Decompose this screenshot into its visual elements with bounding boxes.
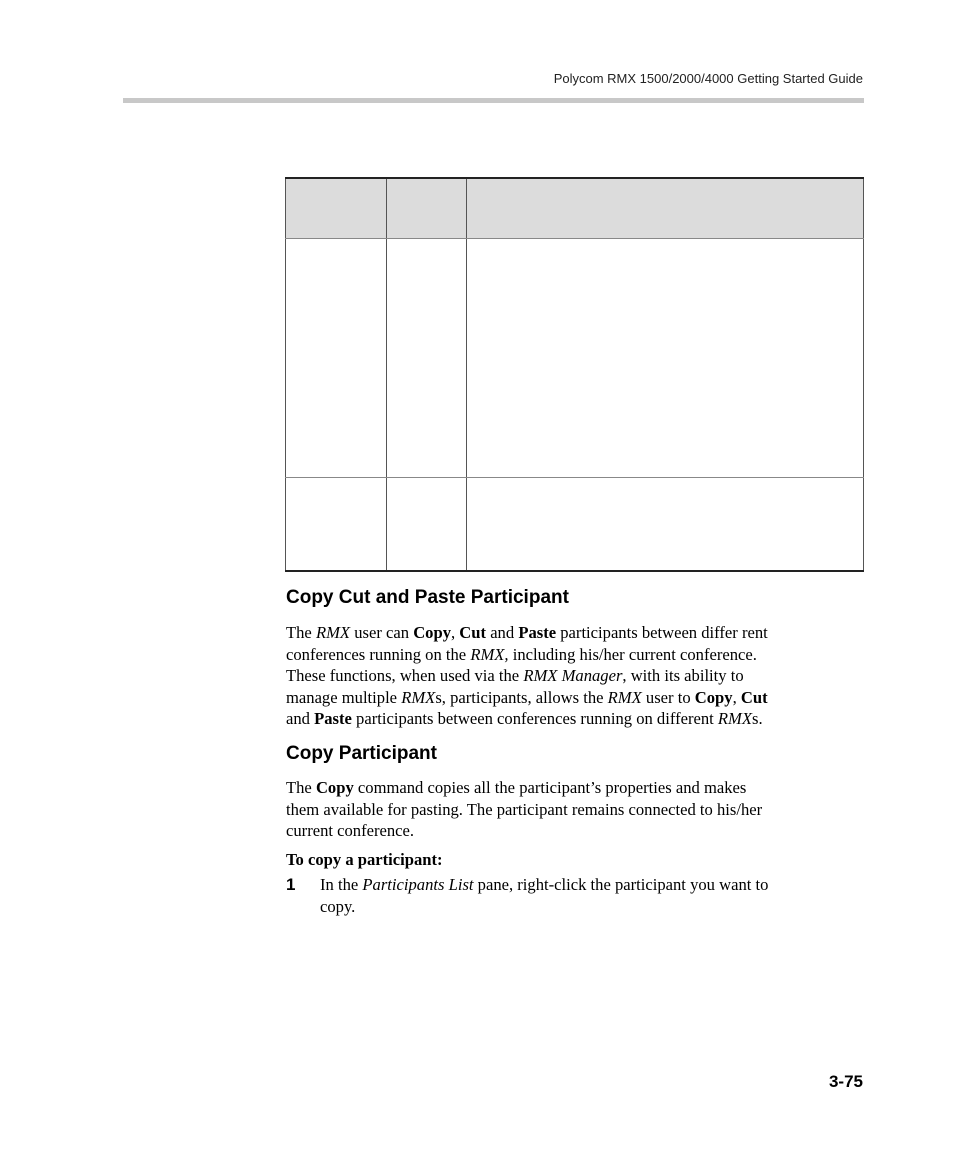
table-row (286, 239, 864, 478)
page-number: 3-75 (828, 1072, 863, 1091)
table-cell (286, 239, 387, 478)
table-cell (387, 478, 467, 572)
running-header: Polycom RMX 1500/2000/4000 Getting Started Guide (553, 71, 863, 86)
table-header-cell (467, 178, 864, 239)
table-row (286, 478, 864, 572)
table-cell (467, 478, 864, 572)
step-text: In the Participants List pane, right-click the participant you want to copy. (320, 875, 769, 916)
table-header-row (286, 178, 864, 239)
procedure-title: To copy a participant: (286, 850, 443, 869)
table-cell (286, 478, 387, 572)
step-number: 1 (286, 875, 296, 894)
section-heading-copy-participant: Copy Participant (286, 743, 437, 764)
section-paragraph: The RMX user can Copy, Cut and Paste participants between differ rent conferences running on the RMX, including his/her current conference. These functions, when used via the RMX Manager, with its ability to manage multiple RMXs, participants, allows the RMX user to Copy, Cut and Paste participants between conferences running on different RMXs. (286, 623, 768, 728)
table-cell (467, 239, 864, 478)
header-rule (123, 98, 864, 103)
table-header-cell (387, 178, 467, 239)
options-table (285, 177, 864, 572)
section-heading-copy-cut-paste: Copy Cut and Paste Participant (286, 587, 569, 608)
table-header-cell (286, 178, 387, 239)
section-paragraph: The Copy command copies all the participant’s properties and makes them available for pasting. The participant remains connected to his/her current conference. (286, 778, 763, 840)
table-cell (387, 239, 467, 478)
